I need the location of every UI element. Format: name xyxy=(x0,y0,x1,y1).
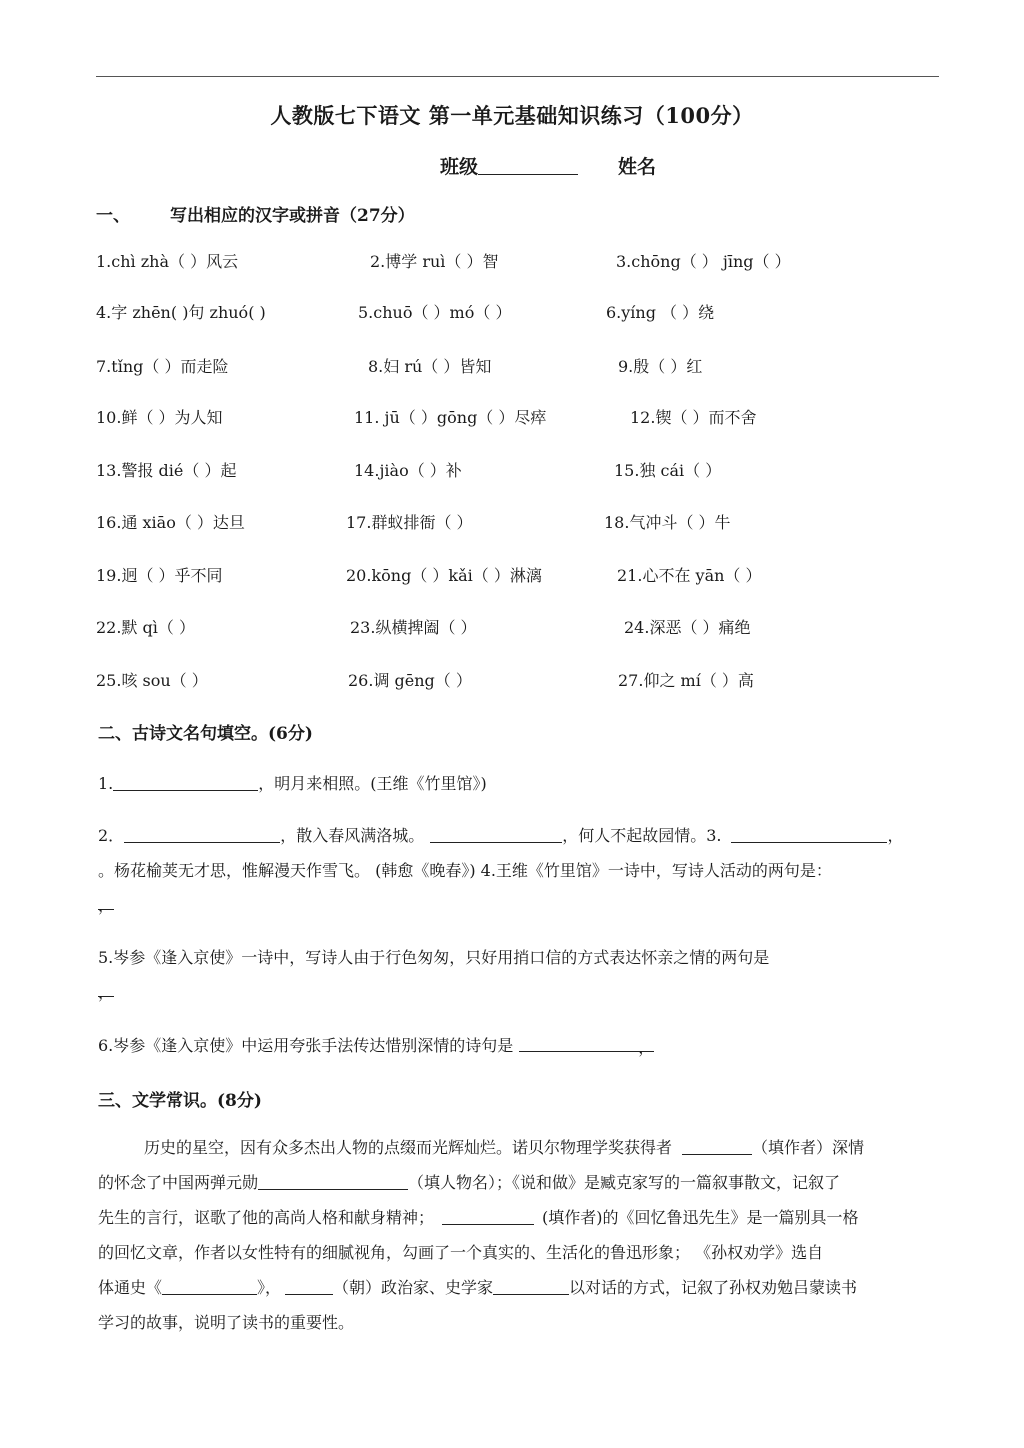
pinyin-row xyxy=(96,354,936,378)
pinyin-row xyxy=(96,458,936,482)
poem-q1-blank[interactable] xyxy=(113,774,258,791)
pinyin-item: 21.心不在 yān（ ） xyxy=(617,566,762,585)
poem-q6: 6.岑参《逢入京使》中运用夸张手法传达惜别深情的诗句是 ， xyxy=(98,1036,655,1057)
pinyin-item: 25.咳 sou（ ） xyxy=(96,671,208,690)
pinyin-item: 13.警报 dié（ ）起 xyxy=(96,461,237,480)
poem-q4-blank[interactable]: ， xyxy=(98,893,114,910)
pinyin-item: 5.chuō（ ）mó（ ） xyxy=(358,303,512,322)
pinyin-item: 14.jiào（ ）补 xyxy=(354,461,462,480)
pinyin-item: 3.chōng（ ） jīng（ ） xyxy=(616,252,791,271)
poem-q5: 5.岑参《逢入京使》一诗中，写诗人由于行色匆匆，只好用捎口信的方式表达怀亲之情的两句是 xyxy=(98,948,770,967)
poem-q5-answer xyxy=(98,980,114,1000)
lit-blank-6[interactable] xyxy=(493,1278,569,1295)
pinyin-item: 26.调 gēng（ ） xyxy=(348,671,472,690)
pinyin-item: 27.仰之 mí（ ）高 xyxy=(618,671,754,690)
pinyin-item: 6.yíng （ ）绕 xyxy=(606,303,715,322)
lit-blank-1[interactable] xyxy=(682,1138,752,1155)
pinyin-item: 22.默 qì（ ） xyxy=(96,618,195,637)
poem-q6-blank[interactable]: ， xyxy=(519,1035,654,1052)
lit-blank-4[interactable] xyxy=(162,1278,257,1295)
lit-paragraph: 历史的星空，因有众多杰出人物的点缀而光辉灿烂。诺贝尔物理学奖获得者 （填作者）深情 的怀念了中国两弹元勋 （填人物名）；《说和做》是臧克家写的一篇叙事散文，记叙了 先生的言行，讴歌了他的高尚人格和献身精神； (填作者)的《回忆鲁迅先生》是一篇别具一格 的回忆文章，作者以女性特有的细腻视角，勾画了一个真实的、生活化的鲁迅形象； 《孙权劝学》选自 体通史《 》， （朝）政治家、史学家 以对话的方式，记叙了孙权劝勉吕蒙读书 学习的故事，说明了读书的重要性。 xyxy=(98,1138,865,1332)
poem-q5-blank[interactable]: ， xyxy=(98,980,114,997)
pinyin-item: 2.博学 ruì（ ）智 xyxy=(370,252,499,271)
pinyin-item: 20.kōng（ ）kǎi（ ）淋漓 xyxy=(346,566,542,585)
poem-q2-blank-b[interactable] xyxy=(430,826,562,843)
pinyin-item: 11. jū（ ）gōng（ ）尽瘁 xyxy=(354,408,547,427)
section3-title: 三、文学常识。(8分) xyxy=(98,1091,262,1111)
name-label: 姓名 xyxy=(618,156,657,178)
pinyin-row xyxy=(96,300,936,324)
poem-q4-answer xyxy=(98,893,114,913)
pinyin-row xyxy=(96,563,936,587)
pinyin-item: 1.chì zhà（ ）风云 xyxy=(96,252,239,271)
pinyin-item: 23.纵横捭阖（ ） xyxy=(350,618,477,637)
poem-q3-q4: 。杨花榆荚无才思，惟解漫天作雪飞。 (韩愈《晚春》) 4.王维《竹里馆》一诗中，写诗人活动的两句是： xyxy=(98,861,832,880)
pinyin-row xyxy=(96,615,936,639)
pinyin-row xyxy=(96,249,936,273)
pinyin-item: 12.锲（ ）而不舍 xyxy=(630,408,757,427)
pinyin-row xyxy=(96,405,936,429)
pinyin-item: 16.通 xiāo（ ）达旦 xyxy=(96,513,245,532)
poem-q2-blank-a[interactable] xyxy=(124,826,280,843)
poem-q2-q3: 2． ，散入春风满洛城。 ，何人不起故园情。3. ， xyxy=(98,826,904,845)
page-title: 人教版七下语文 第一单元基础知识练习（100分） xyxy=(270,103,754,128)
class-label: 班级 xyxy=(440,156,479,178)
pinyin-item: 17.群蚁排衙（ ） xyxy=(346,513,473,532)
section1-number: 一、 xyxy=(96,206,130,226)
pinyin-row xyxy=(96,510,936,534)
section2-title: 二、古诗文名句填空。(6分) xyxy=(98,724,313,744)
lit-blank-5[interactable] xyxy=(285,1278,333,1295)
lit-blank-3[interactable] xyxy=(442,1208,534,1225)
pinyin-row xyxy=(96,668,936,692)
pinyin-item: 10.鲜（ ）为人知 xyxy=(96,408,223,427)
pinyin-item: 8.妇 rú（ ）皆知 xyxy=(368,357,492,376)
pinyin-item: 18.气冲斗（ ）牛 xyxy=(604,513,731,532)
class-name-row xyxy=(440,152,656,179)
pinyin-item: 9.殷（ ）红 xyxy=(618,357,703,376)
top-rule xyxy=(96,76,939,77)
pinyin-item: 15.独 cái（ ） xyxy=(614,461,722,480)
poem-q1: 1. ，明月来相照。(王维《竹里馆》) xyxy=(98,774,487,793)
pinyin-item: 4.字 zhēn( )句 zhuó( ) xyxy=(96,303,266,322)
lit-blank-2[interactable] xyxy=(258,1173,408,1190)
pinyin-item: 19.迥（ ）乎不同 xyxy=(96,566,223,585)
class-blank[interactable] xyxy=(478,154,578,175)
pinyin-item: 24.深恶（ ）痛绝 xyxy=(624,618,751,637)
pinyin-item: 7.tǐng（ ）而走险 xyxy=(96,357,229,376)
poem-q3-blank[interactable] xyxy=(731,826,887,843)
section1-title: 写出相应的汉字或拼音（27分） xyxy=(170,206,415,226)
